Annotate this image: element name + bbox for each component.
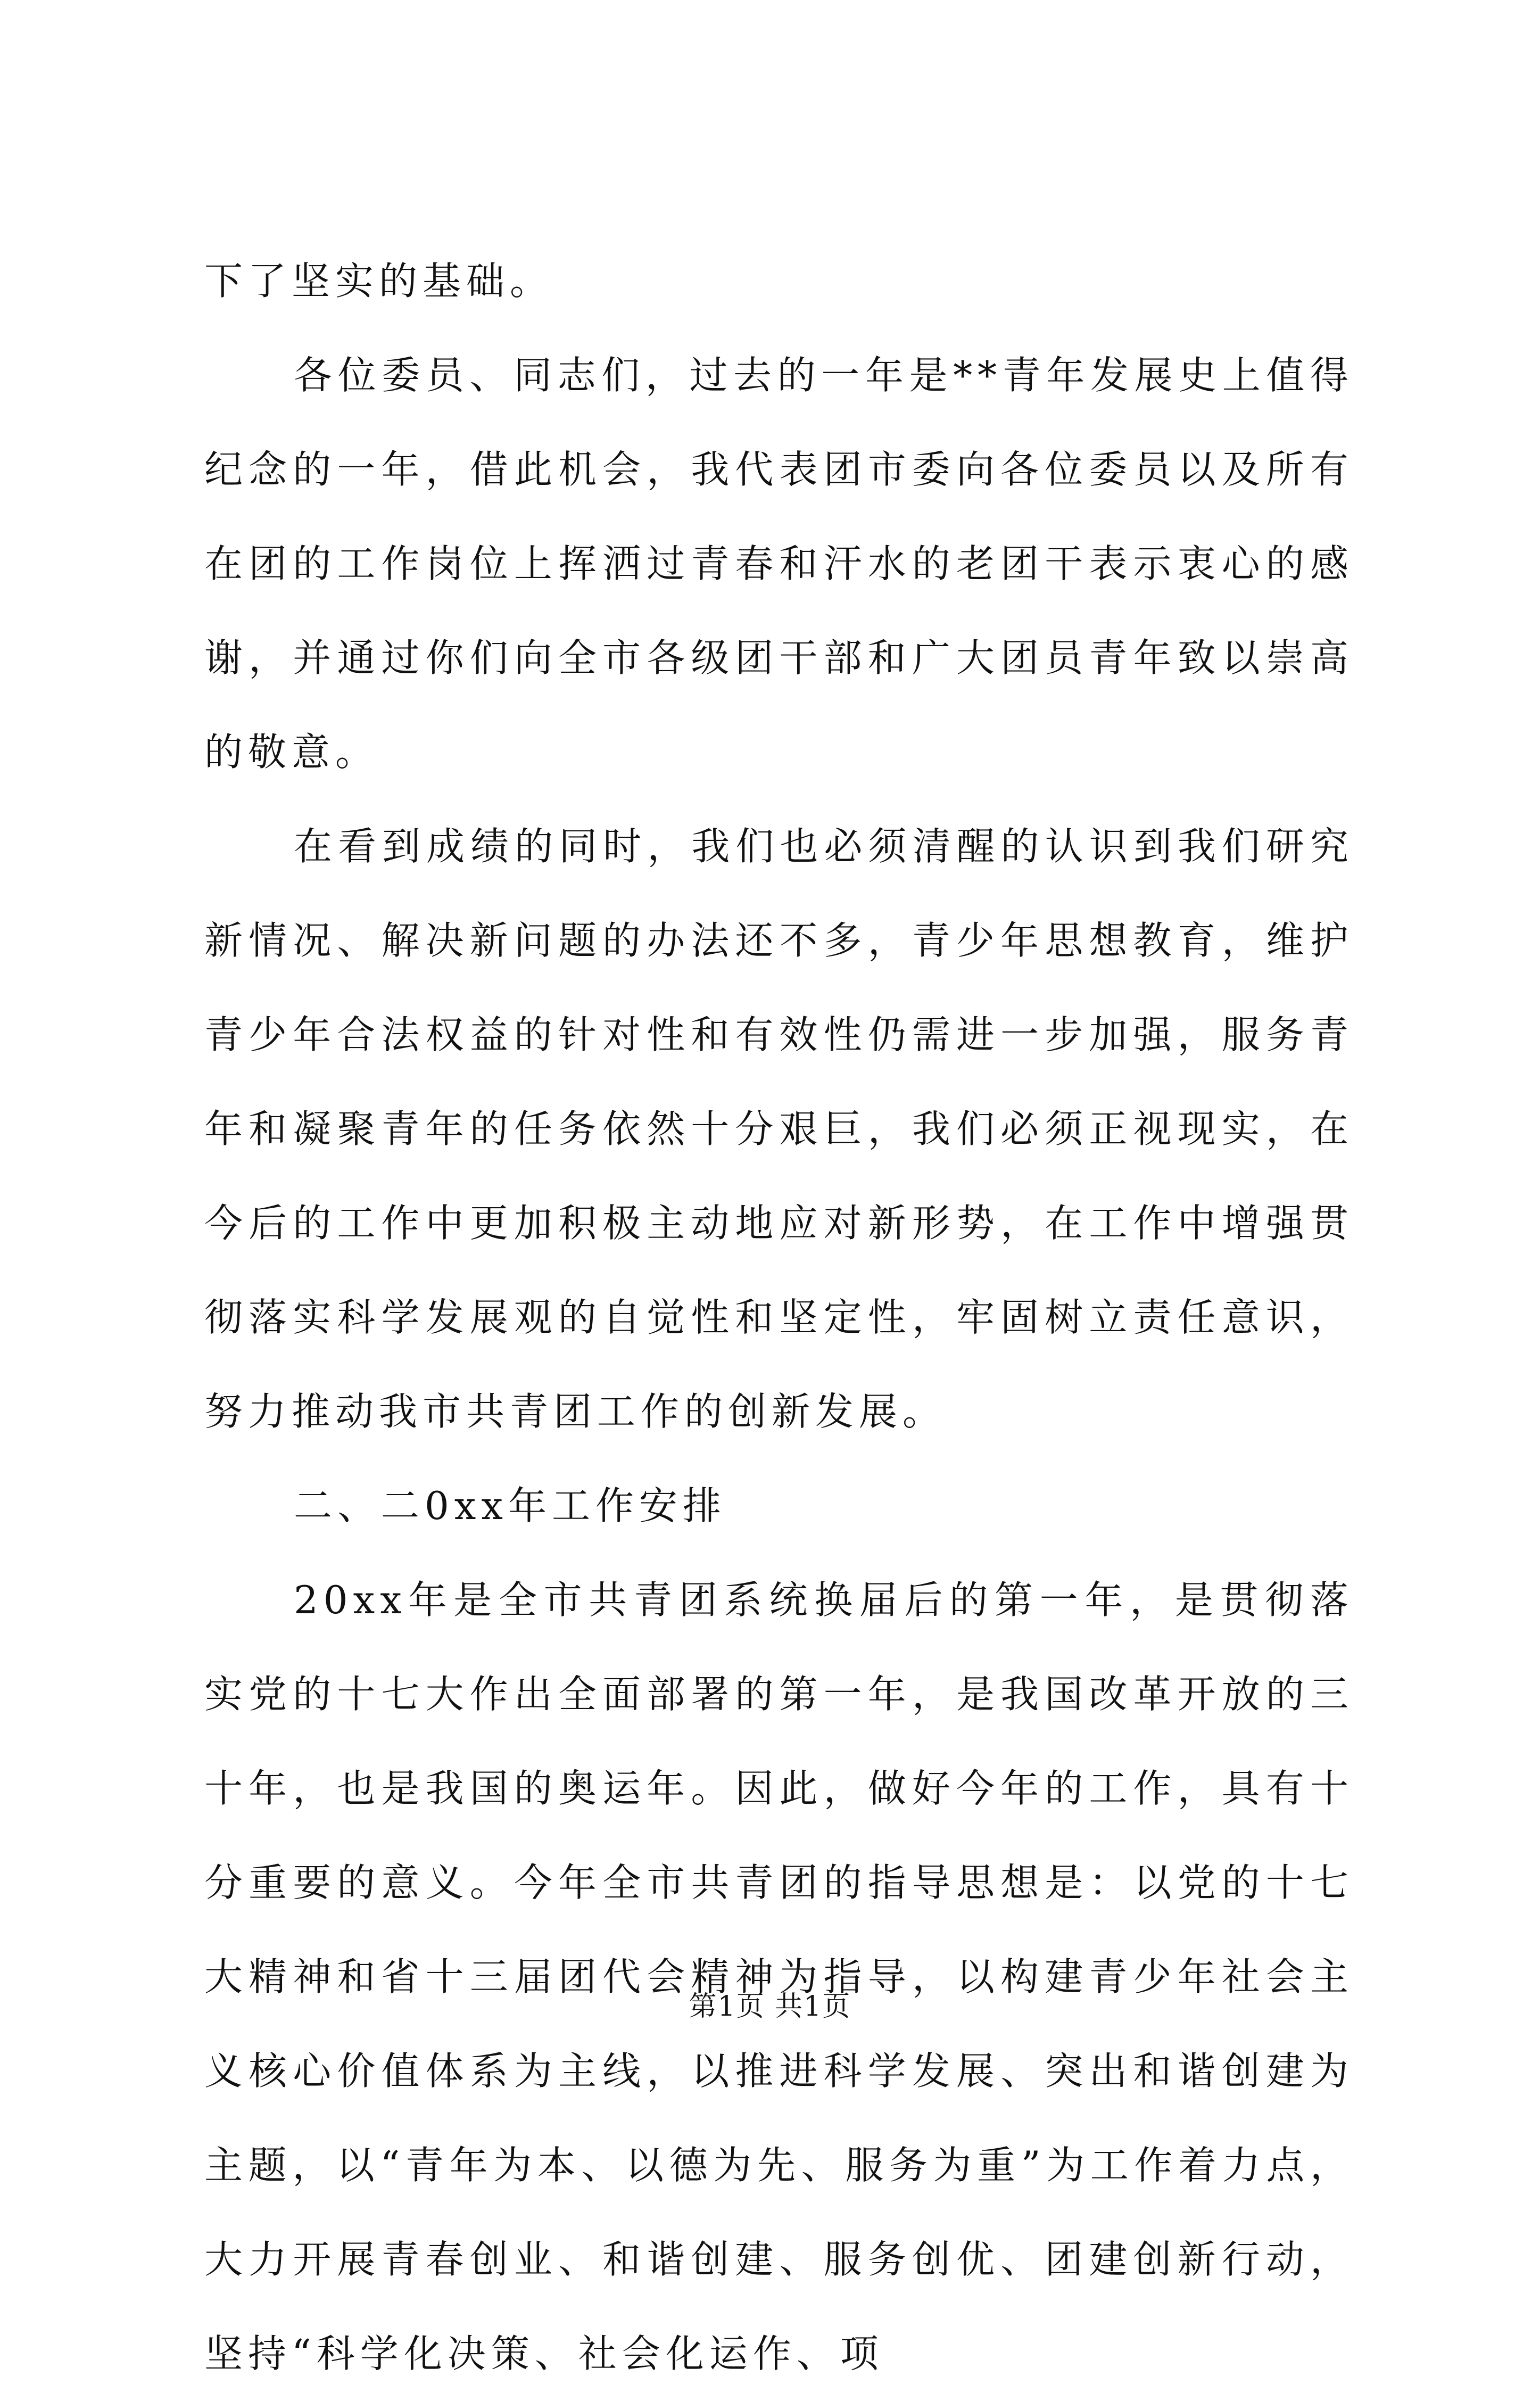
paragraph-thanks: 各位委员、同志们，过去的一年是**青年发展史上值得纪念的一年，借此机会，我代表团市委向各位委员以及所有在团的工作岗位上挥洒过青春和汗水的老团干表示衷心的感谢，并通过你们向全市各级团干部和广大团员青年致以崇高的敬意。 xyxy=(204,353,1354,774)
section-heading-work-plan: 二、二0xx年工作安排 xyxy=(294,1483,727,1528)
paragraph-continuation: 下了坚实的基础。 xyxy=(204,259,554,303)
page-footer: 第1页 共1页 xyxy=(689,1991,851,2023)
paragraph-shortcomings: 在看到成绩的同时，我们也必须清醒的认识到我们研究新情况、解决新问题的办法还不多，青少年思想教育，维护青少年合法权益的针对性和有效性仍需进一步加强，服务青年和凝聚青年的任务依然十分艰巨，我们必须正视现实，在今后的工作中更加积极主动地应对新形势，在工作中增强贯彻落实科学发展观的自觉性和坚定性，牢固树立责任意识，努力推动我市共青团工作的创新发展。 xyxy=(204,824,1354,1434)
paragraph-guiding-ideology: 20xx年是全市共青团系统换届后的第一年，是贯彻落实党的十七大作出全面部署的第一年，是我国改革开放的三十年，也是我国的奥运年。因此，做好今年的工作，具有十分重要的意义。今年全市共青团的指导思想是：以党的十七大精神和省十三届团代会精神为指导，以构建青少年社会主义核心价值体系为主线，以推进科学发展、突出和谐创建为主题，以“青年为本、以德为先、服务为重”为工作着力点，大力开展青春创业、和谐创建、服务创优、团建创新行动，坚持“科学化决策、社会化运作、项 xyxy=(204,1578,1354,2376)
document-body xyxy=(204,234,1354,2401)
